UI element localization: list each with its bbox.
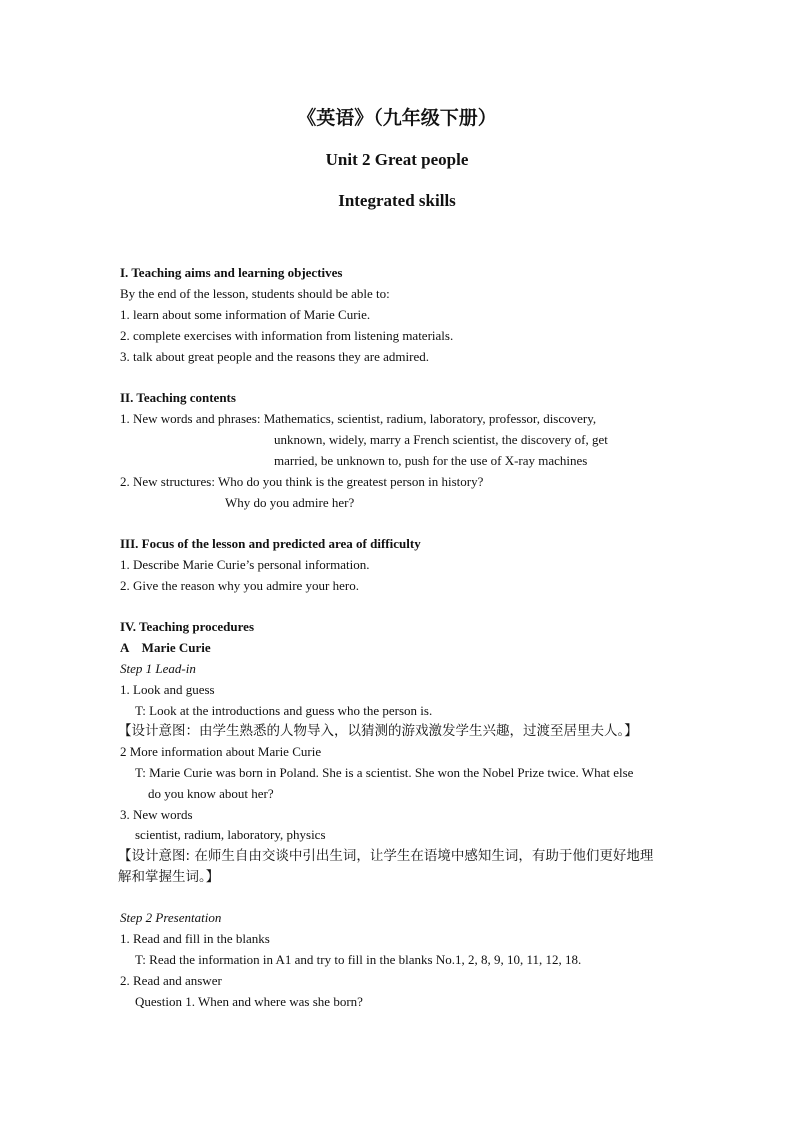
part-a-heading: A Marie Curie <box>120 640 211 655</box>
section-heading-procedures: IV. Teaching procedures <box>120 619 255 634</box>
teacher-line: T: Marie Curie was born in Poland. She is a scientist. She won the Nobel Prize twice. What else <box>135 765 634 780</box>
step-item: 2. Read and answer <box>120 973 222 988</box>
aims-item: 1. learn about some information of Marie Curie. <box>120 307 371 322</box>
teacher-line: T: Look at the introductions and guess who the person is. <box>135 703 433 718</box>
design-note: 【设计意图：由学生熟悉的人物导入，以猜测的游戏激发学生兴趣，过渡至居里夫人。】 <box>118 723 638 739</box>
focus-item: 2. Give the reason why you admire your hero. <box>120 578 359 593</box>
section-heading-aims: I. Teaching aims and learning objectives <box>120 265 343 280</box>
question-line: Question 1. When and where was she born? <box>135 994 363 1009</box>
step-item: 2 More information about Marie Curie <box>120 744 322 759</box>
section-heading-contents: II. Teaching contents <box>120 390 236 405</box>
aims-item: 2. complete exercises with information from listening materials. <box>120 328 454 343</box>
new-words-line: married, be unknown to, push for the use of X-ray machines <box>274 453 588 468</box>
step-item: 1. Read and fill in the blanks <box>120 931 270 946</box>
new-words-line: unknown, widely, marry a French scientist, the discovery of, get <box>274 432 608 447</box>
teacher-line: do you know about her? <box>148 786 274 801</box>
step-title: Step 1 Lead-in <box>120 661 196 676</box>
lesson-title: Integrated skills <box>338 191 456 210</box>
unit-title: Unit 2 Great people <box>325 150 469 169</box>
focus-item: 1. Describe Marie Curie’s personal information. <box>120 557 370 572</box>
new-words-line: 1. New words and phrases: Mathematics, scientist, radium, laboratory, professor, discovery, <box>120 411 597 426</box>
word-list: scientist, radium, laboratory, physics <box>135 827 326 842</box>
new-structures-line: 2. New structures: Who do you think is the greatest person in history? <box>120 474 484 489</box>
aims-intro: By the end of the lesson, students should be able to: <box>120 286 390 301</box>
teacher-line: T: Read the information in A1 and try to fill in the blanks No.1, 2, 8, 9, 10, 11, 12, 18. <box>135 952 582 967</box>
book-title: 《英语》（九年级下册） <box>297 107 497 129</box>
aims-item: 3. talk about great people and the reasons they are admired. <box>120 349 429 364</box>
new-structures-line: Why do you admire her? <box>225 495 355 510</box>
step-item: 1. Look and guess <box>120 682 215 697</box>
design-note: 【设计意图: 在师生自由交谈中引出生词，让学生在语境中感知生词，有助于他们更好地理 <box>118 848 654 864</box>
step-item: 3. New words <box>120 807 193 822</box>
section-heading-focus: III. Focus of the lesson and predicted area of difficulty <box>120 536 421 551</box>
step-title: Step 2 Presentation <box>120 910 222 925</box>
design-note: 解和掌握生词。】 <box>118 869 220 885</box>
